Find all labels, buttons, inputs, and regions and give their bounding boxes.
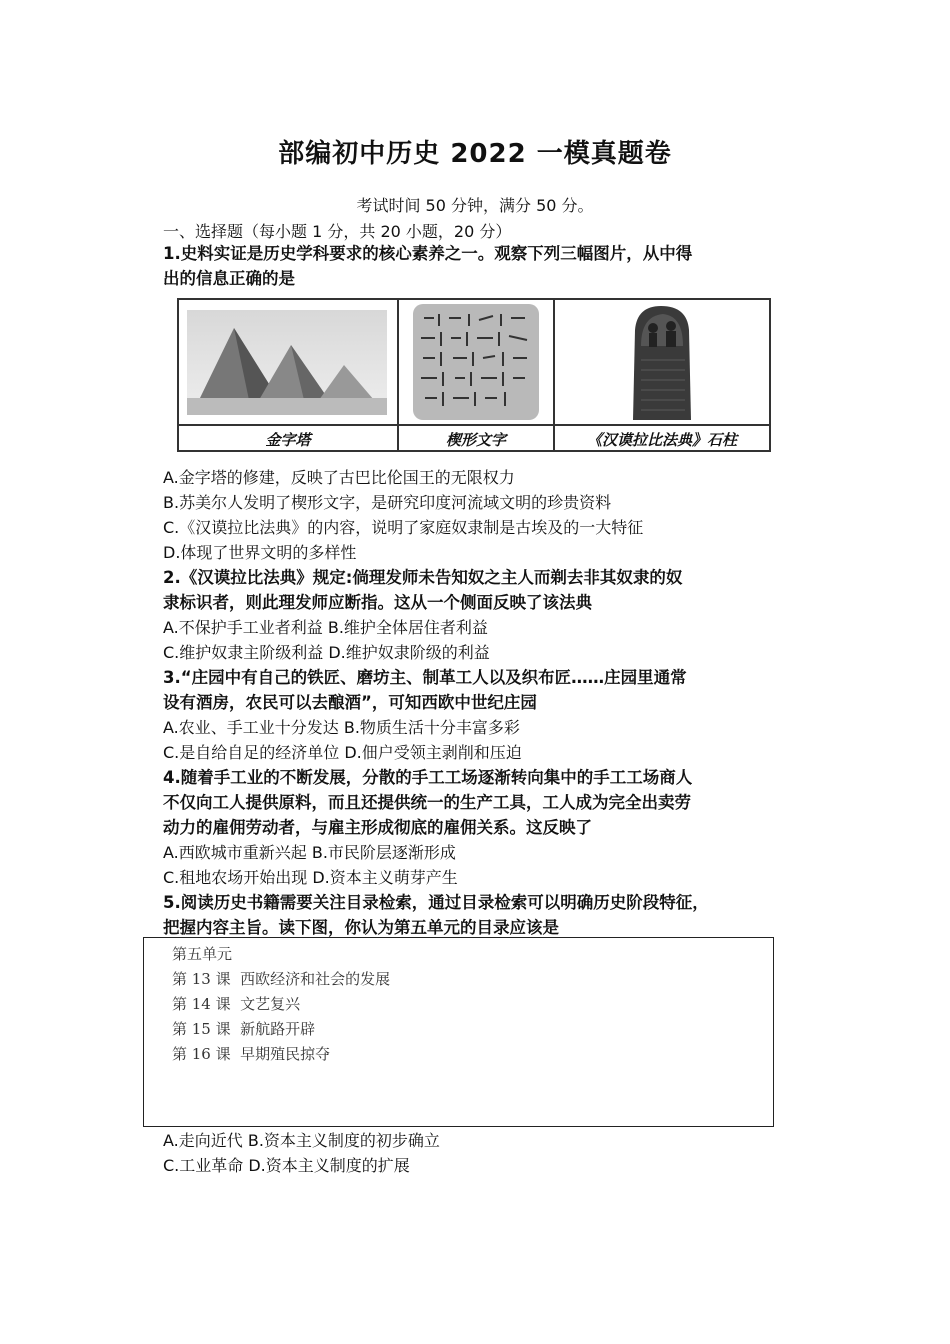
q5-options-line1: A.走向近代 B.资本主义制度的初步确立 (163, 1131, 440, 1150)
q5-stem-line2: 把握内容主旨。读下图，你认为第五单元的目录应该是 (163, 918, 559, 937)
caption-stele: 《汉谟拉比法典》石柱 (555, 424, 769, 452)
q3-options-line1: A.农业、手工业十分发达 B.物质生活十分丰富多彩 (163, 718, 520, 737)
q3-options-line2: C.是自给自足的经济单位 D.佃户受领主剥削和压迫 (163, 743, 522, 762)
toc-lesson-13: 第 13 课 西欧经济和社会的发展 (172, 970, 391, 988)
q1-option-a: A.金字塔的修建，反映了古巴比伦国王的无限权力 (163, 468, 515, 487)
caption-cuneiform: 楔形文字 (399, 424, 555, 452)
q2-options-line1: A.不保护手工业者利益 B.维护全体居住者利益 (163, 618, 488, 637)
cuneiform-tablet-image (399, 300, 555, 424)
q1-stem-line2: 出的信息正确的是 (163, 269, 295, 288)
caption-pyramids: 金字塔 (179, 424, 399, 452)
q1-option-c: C.《汉谟拉比法典》的内容，说明了家庭奴隶制是古埃及的一大特征 (163, 518, 644, 537)
toc-lesson-14: 第 14 课 文艺复兴 (172, 995, 301, 1013)
table-of-contents-box (143, 937, 774, 1127)
hammurabi-stele-image (555, 300, 769, 424)
section-heading: 一、选择题（每小题 1 分，共 20 小题，20 分） (163, 222, 512, 241)
q1-figure-table (177, 298, 771, 452)
q3-stem-line2: 设有酒房，农民可以去酿酒”，可知西欧中世纪庄园 (163, 693, 537, 712)
toc-lesson-15: 第 15 课 新航路开辟 (172, 1020, 316, 1038)
exam-info: 考试时间 50 分钟，满分 50 分。 (356, 196, 594, 215)
pyramids-image (179, 300, 399, 424)
q4-stem-line3: 动力的雇佣劳动者，与雇主形成彻底的雇佣关系。这反映了 (163, 818, 592, 837)
q4-options-line1: A.西欧城市重新兴起 B.市民阶层逐渐形成 (163, 843, 456, 862)
q1-stem-line1: 1.史料实证是历史学科要求的核心素养之一。观察下列三幅图片，从中得 (163, 244, 693, 263)
q1-option-d: D.体现了世界文明的多样性 (163, 543, 357, 562)
toc-lesson-16: 第 16 课 早期殖民掠夺 (172, 1045, 331, 1063)
q4-stem-line2: 不仅向工人提供原料，而且还提供统一的生产工具，工人成为完全出卖劳 (163, 793, 691, 812)
q4-stem-line1: 4.随着手工业的不断发展，分散的手工工场逐渐转向集中的手工工场商人 (163, 768, 693, 787)
q5-options-line2: C.工业革命 D.资本主义制度的扩展 (163, 1156, 410, 1175)
q1-option-b: B.苏美尔人发明了楔形文字，是研究印度河流域文明的珍贵资料 (163, 493, 612, 512)
page-title: 部编初中历史 2022 一模真题卷 (278, 139, 672, 169)
toc-unit-title: 第五单元 (172, 945, 233, 963)
q2-stem-line1: 2.《汉谟拉比法典》规定:倘理发师未告知奴之主人而剃去非其奴隶的奴 (163, 568, 683, 587)
q2-options-line2: C.维护奴隶主阶级利益 D.维护奴隶阶级的利益 (163, 643, 490, 662)
q4-options-line2: C.租地农场开始出现 D.资本主义萌芽产生 (163, 868, 458, 887)
q2-stem-line2: 隶标识者，则此理发师应断指。这从一个侧面反映了该法典 (163, 593, 592, 612)
q3-stem-line1: 3.“庄园中有自己的铁匠、磨坊主、制革工人以及织布匠……庄园里通常 (163, 668, 687, 687)
q5-stem-line1: 5.阅读历史书籍需要关注目录检索，通过目录检索可以明确历史阶段特征， (163, 893, 709, 912)
